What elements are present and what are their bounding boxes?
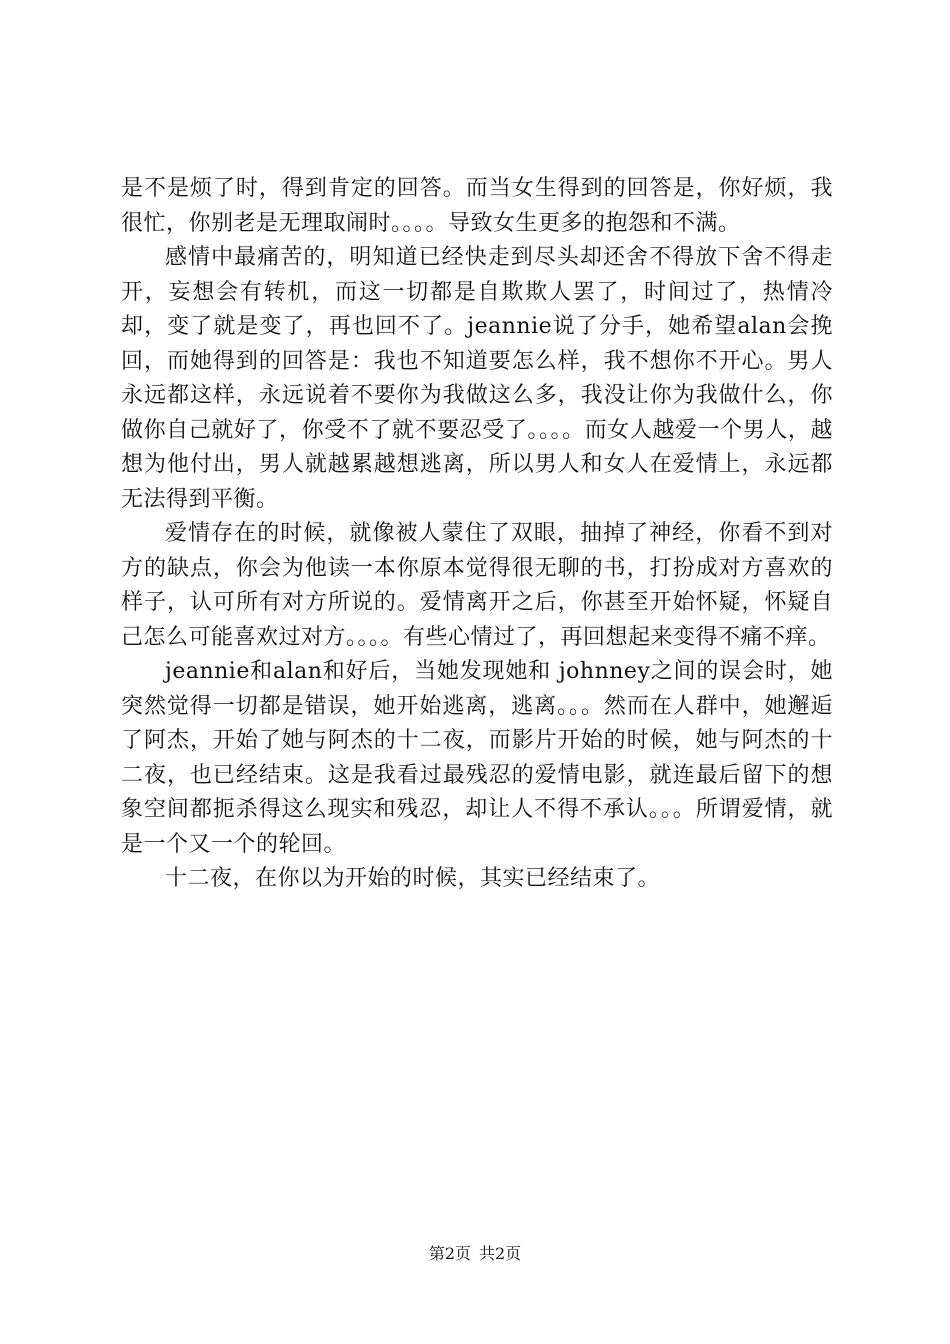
document-body (121, 172, 833, 897)
paragraph: 爱情存在的时候，就像被人蒙住了双眼，抽掉了神经，你看不到对方的缺点，你会为他读一本你原本觉得很无聊的书，打扮成对方喜欢的样子，认可所有对方所说的。爱情离开之后，你甚至开始怀疑，怀疑自己怎么可能喜欢过对方。。。。有些心情过了，再回想起来变得不痛不痒。 (121, 521, 833, 650)
paragraph: 感情中最痛苦的，明知道已经快走到尽头却还舍不得放下舍不得走开，妄想会有转机，而这一切都是自欺欺人罢了，时间过了，热情冷却，变了就是变了，再也回不了。jeannie说了分手，她希望alan会挽回，而她得到的回答是：我也不知道要怎么样，我不想你不开心。男人永远都这样，永远说着不要你为我做这么多，我没让你为我做什么，你做你自己就好了，你受不了就不要忍受了。。。。而女人越爱一个男人，越想为他付出，男人就越累越想逃离，所以男人和女人在爱情上，永远都无法得到平衡。 (121, 245, 833, 512)
page-total: 共2页 (479, 1244, 522, 1263)
page-number: 第2页 (428, 1244, 471, 1263)
paragraph: jeannie和alan和好后，当她发现她和 johnney之间的误会时，她突然觉得一切都是错误，她开始逃离，逃离。。。然而在人群中，她邂逅了阿杰，开始了她与阿杰的十二夜，而影片开始的时候，她与阿杰的十二夜，也已经结束。这是我看过最残忍的爱情电影，就连最后留下的想象空间都扼杀得这么现实和残忍，却让人不得不承认。。。所谓爱情，就是一个又一个的轮回。 (121, 659, 833, 857)
paragraph-continuation: 是不是烦了时，得到肯定的回答。而当女生得到的回答是，你好烦，我很忙，你别老是无理取闹时。。。。导致女生更多的抱怨和不满。 (121, 176, 833, 236)
paragraph: 十二夜，在你以为开始的时候，其实已经结束了。 (165, 866, 661, 891)
page-footer (0, 1244, 950, 1264)
